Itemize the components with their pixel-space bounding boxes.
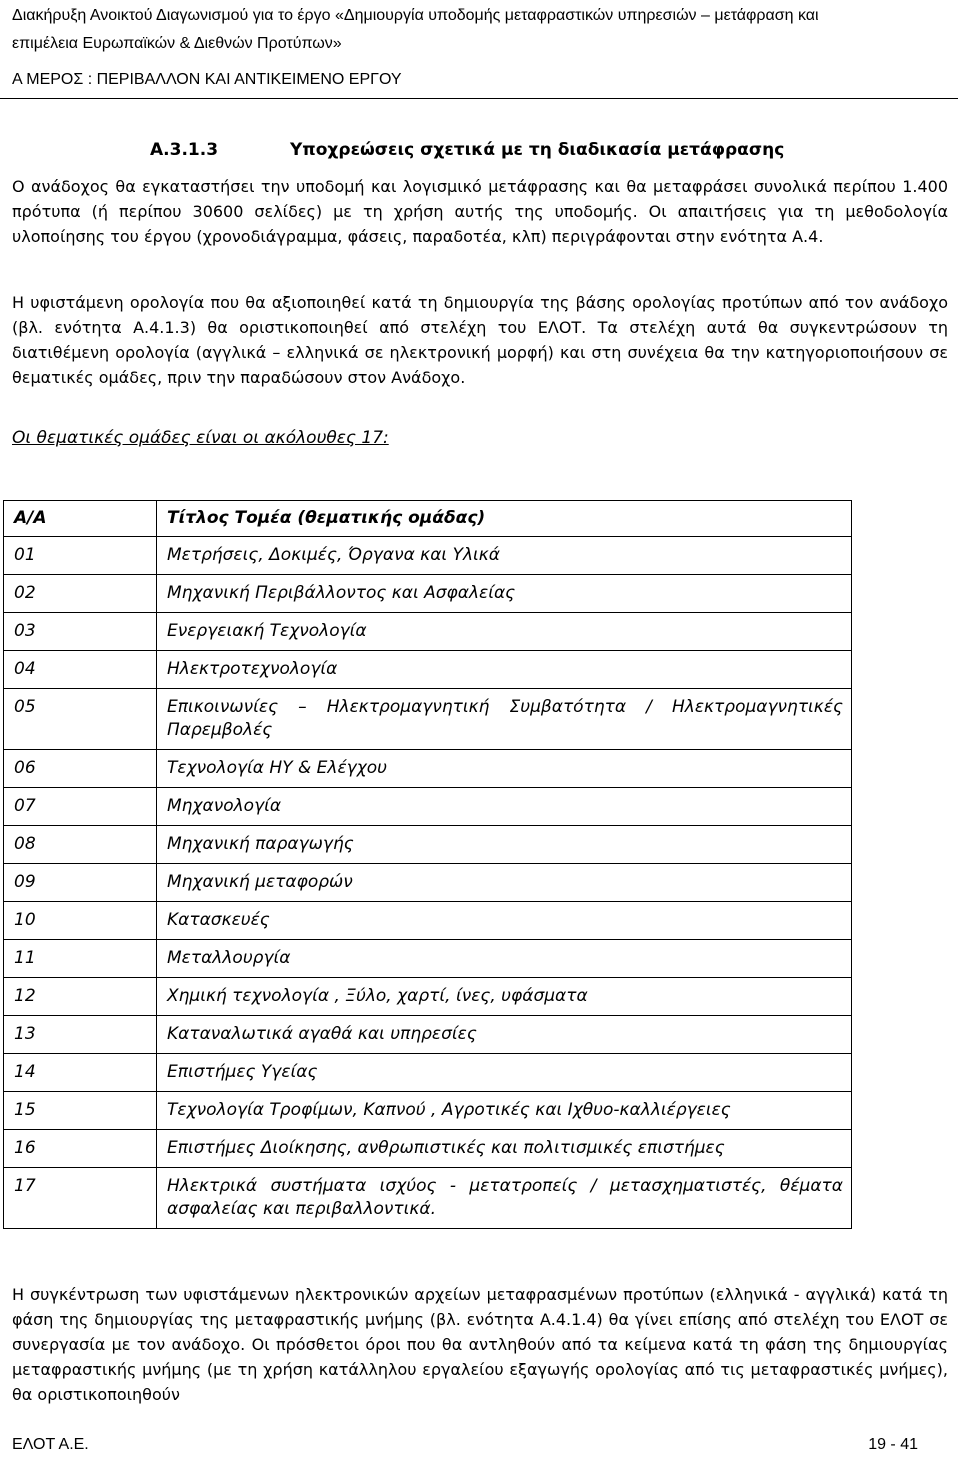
- row-number: 09: [4, 864, 157, 902]
- header-cell-title: Τίτλος Τομέα (θεματικής ομάδας): [157, 501, 852, 537]
- row-number: 16: [4, 1130, 157, 1168]
- row-title: Μηχανολογία: [157, 788, 852, 826]
- row-number: 13: [4, 1016, 157, 1054]
- table-row: [4, 537, 852, 575]
- row-title: Μετρήσεις, Δοκιμές, Όργανα και Υλικά: [157, 537, 852, 575]
- table-row: [4, 1092, 852, 1130]
- table-row: [4, 575, 852, 613]
- row-number: 11: [4, 940, 157, 978]
- table-row: [4, 864, 852, 902]
- table-row: [4, 1016, 852, 1054]
- row-number: 03: [4, 613, 157, 651]
- row-title: Καταναλωτικά αγαθά και υπηρεσίες: [157, 1016, 852, 1054]
- section-heading: [150, 140, 950, 160]
- header-cell-number: Α/Α: [4, 501, 157, 537]
- table-header-row: [4, 501, 852, 537]
- table-row: [4, 940, 852, 978]
- table-row: [4, 826, 852, 864]
- row-number: 06: [4, 750, 157, 788]
- row-number: 14: [4, 1054, 157, 1092]
- header-title-line-2: επιμέλεια Ευρωπαϊκών & Διεθνών Προτύπων»: [12, 35, 342, 52]
- table-row: [4, 1130, 852, 1168]
- header-divider: [0, 98, 958, 99]
- row-title: Μηχανική Περιβάλλοντος και Ασφαλείας: [157, 575, 852, 613]
- thematic-groups-table: [3, 500, 852, 1229]
- row-number: 15: [4, 1092, 157, 1130]
- table-row: [4, 788, 852, 826]
- table-row: [4, 651, 852, 689]
- row-number: 07: [4, 788, 157, 826]
- row-number: 17: [4, 1168, 157, 1229]
- row-title: Ενεργειακή Τεχνολογία: [157, 613, 852, 651]
- row-title: Ηλεκτροτεχνολογία: [157, 651, 852, 689]
- header-part: Α ΜΕΡΟΣ : ΠΕΡΙΒΑΛΛΟΝ ΚΑΙ ΑΝΤΙΚΕΙΜΕΝΟ ΕΡΓΟΥ: [12, 71, 402, 88]
- table-row: [4, 750, 852, 788]
- row-title: Επιστήμες Υγείας: [157, 1054, 852, 1092]
- row-number: 01: [4, 537, 157, 575]
- row-number: 05: [4, 689, 157, 750]
- row-title: Μηχανική μεταφορών: [157, 864, 852, 902]
- groups-intro: Οι θεματικές ομάδες είναι οι ακόλουθες 17:: [12, 428, 389, 448]
- table-row: [4, 689, 852, 750]
- page-header: [12, 2, 956, 94]
- paragraph-3: Η συγκέντρωση των υφιστάμενων ηλεκτρονικών αρχείων μεταφρασμένων προτύπων (ελληνικά - αγγλικά) κατά τη φάση της δημιουργίας της μεταφραστικής μνήμης (βλ. ενότητα Α.4.1.4) θα γίνει επίσης από στελέχη του ΕΛΟΤ σε συνεργασία με τον ανάδοχο. Οι πρόσθετοι όροι που θα αντληθούν από τα κείμενα κατά τη φάση της δημιουργίας μεταφραστικής μνήμης (με τη χρήση κατάλληλου εργαλείου εξαγωγής ορολογίας από τις μεταφραστικές μνήμες), θα οριστικοποιηθούν: [12, 1285, 948, 1404]
- table-row: [4, 1168, 852, 1229]
- row-title: Επιστήμες Διοίκησης, ανθρωπιστικές και πολιτισμικές επιστήμες: [157, 1130, 852, 1168]
- row-number: 08: [4, 826, 157, 864]
- footer-page-number: 19 - 41: [868, 1436, 918, 1453]
- row-number: 02: [4, 575, 157, 613]
- row-title: Κατασκευές: [157, 902, 852, 940]
- footer-organization: ΕΛΟΤ Α.Ε.: [12, 1436, 89, 1453]
- table-row: [4, 1054, 852, 1092]
- row-number: 10: [4, 902, 157, 940]
- table-row: [4, 613, 852, 651]
- paragraph-1: Ο ανάδοχος θα εγκαταστήσει την υποδομή και λογισμικό μετάφρασης και θα μεταφράσει συνολικά περίπου 1.400 πρότυπα (ή περίπου 30600 σελίδες) με τη χρήση αυτής της υποδομής. Οι απαιτήσεις για τη μεθοδολογία υλοποίησης του έργου (χρονοδιάγραμμα, φάσεις, παραδοτέα, κλπ) περιγράφονται στην ενότητα Α.4.: [12, 177, 948, 246]
- table-row: [4, 902, 852, 940]
- header-title-line-1: Διακήρυξη Ανοικτού Διαγωνισμού για το έργο «Δημιουργία υποδομής μεταφραστικών υπηρεσιών – μετάφραση και: [12, 7, 819, 24]
- row-title: Τεχνολογία Τροφίμων, Καπνού , Αγροτικές και Ιχθυο-καλλιέργειες: [157, 1092, 852, 1130]
- row-number: 12: [4, 978, 157, 1016]
- section-number: Α.3.1.3: [150, 140, 219, 160]
- section-title: Υποχρεώσεις σχετικά με τη διαδικασία μετάφρασης: [290, 140, 785, 160]
- row-title: Επικοινωνίες – Ηλεκτρομαγνητική Συμβατότητα / Ηλεκτρομαγνητικές Παρεμβολές: [157, 689, 852, 750]
- row-title: Ηλεκτρικά συστήματα ισχύος - μετατροπείς / μετασχηματιστές, θέματα ασφαλείας και περιβαλλοντικά.: [157, 1168, 852, 1229]
- row-number: 04: [4, 651, 157, 689]
- row-title: Χημική τεχνολογία , Ξύλο, χαρτί, ίνες, υφάσματα: [157, 978, 852, 1016]
- row-title: Μηχανική παραγωγής: [157, 826, 852, 864]
- table-row: [4, 978, 852, 1016]
- paragraph-2: Η υφιστάμενη ορολογία που θα αξιοποιηθεί κατά τη δημιουργία της βάσης ορολογίας προτύπων από τον ανάδοχο (βλ. ενότητα Α.4.1.3) θα οριστικοποιηθεί από στελέχη του ΕΛΟΤ. Τα στελέχη αυτά θα συγκεντρώσουν τη διατιθέμενη ορολογία (αγγλικά – ελληνικά σε ηλεκτρονική μορφή) και στη συνέχεια θα την κατηγοριοποιήσουν σε θεματικές ομάδες, πριν την παραδώσουν στον Ανάδοχο.: [12, 293, 948, 387]
- row-title: Τεχνολογία ΗΥ & Ελέγχου: [157, 750, 852, 788]
- row-title: Μεταλλουργία: [157, 940, 852, 978]
